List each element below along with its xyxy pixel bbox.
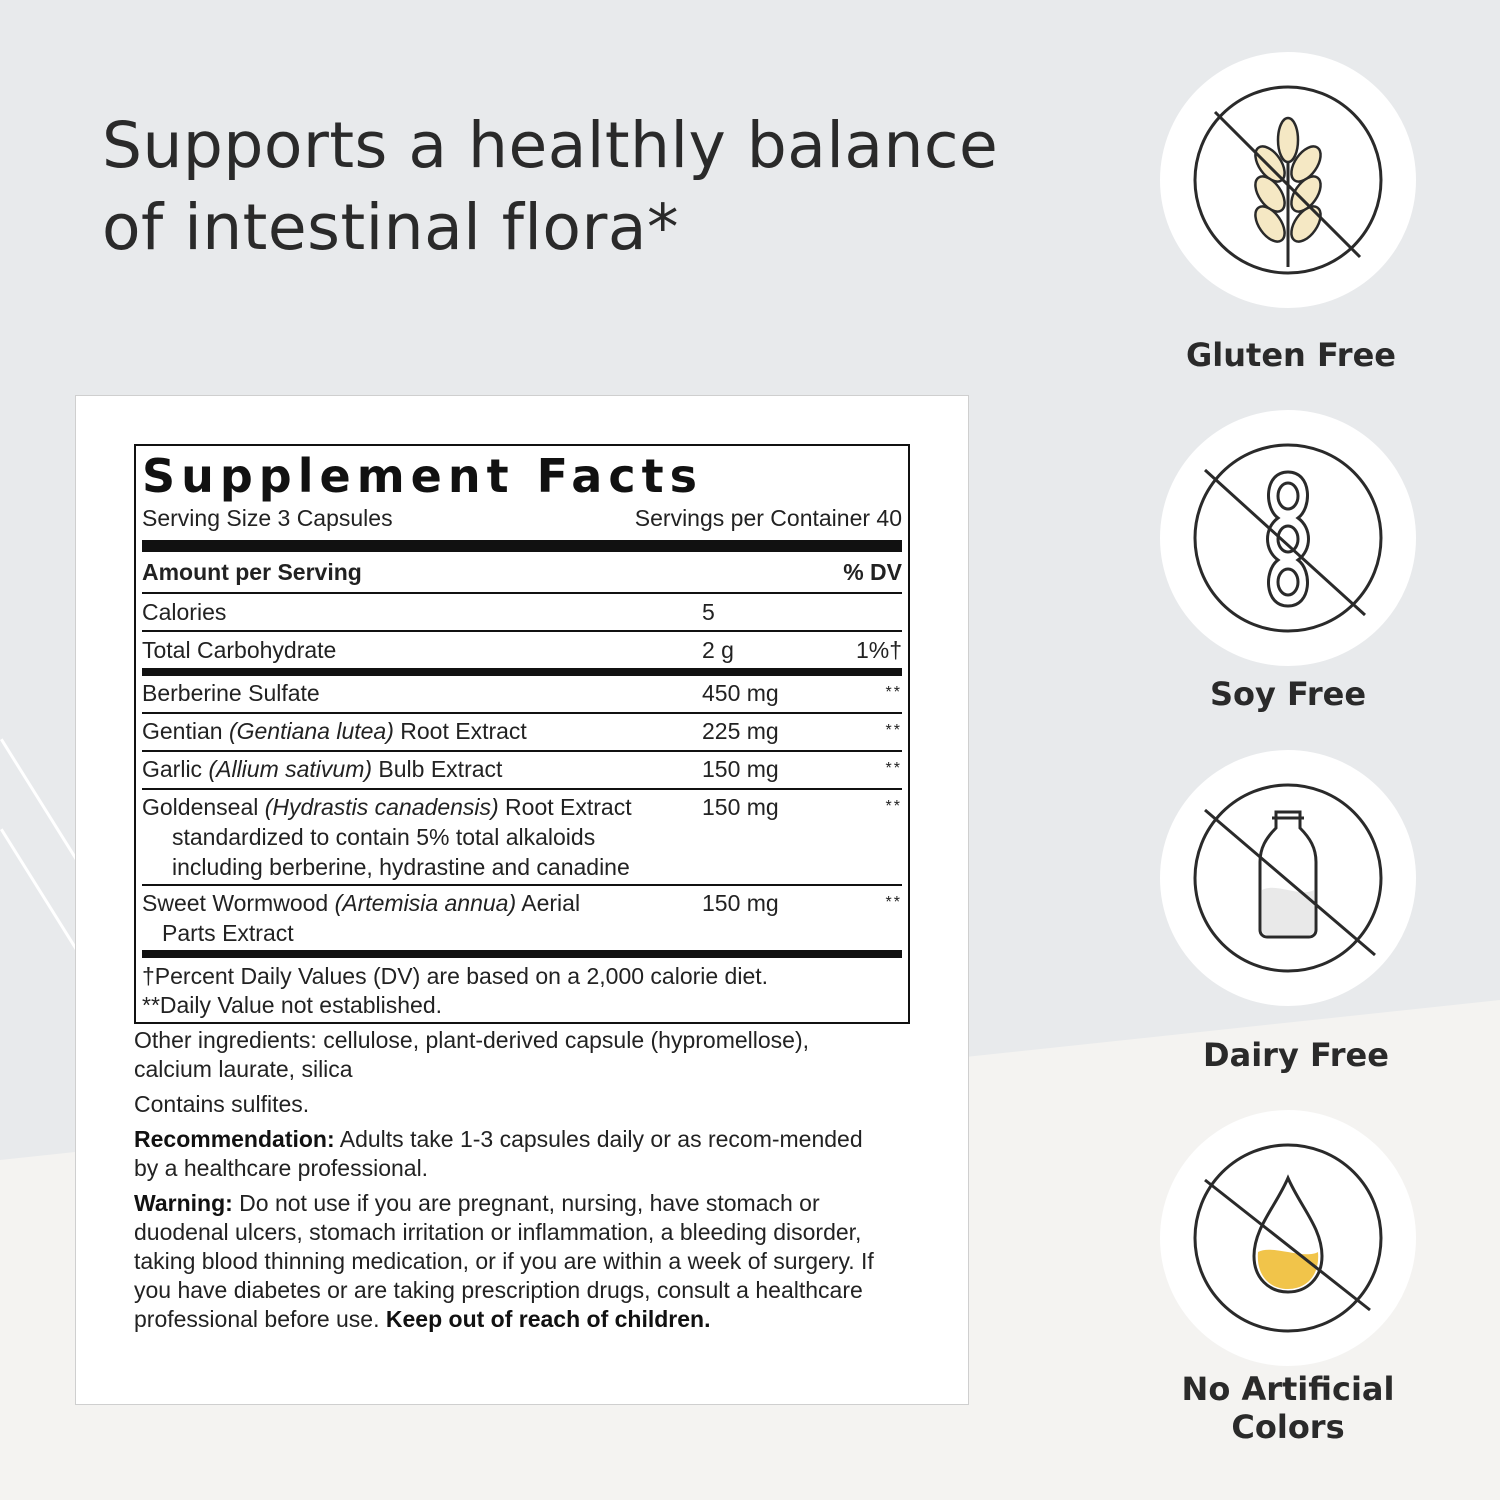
ingredient-standardization: including berberine, hydrastine and canadine	[172, 854, 630, 880]
divider-thick	[142, 950, 902, 958]
recommendation-text: Adults take 1-3 capsules daily or as recom-mended by a healthcare professional.	[134, 1126, 863, 1181]
footnote-not-established: **Daily Value not established.	[142, 992, 443, 1018]
calories-dv	[807, 594, 902, 630]
facts-title: Supplement Facts	[142, 449, 703, 503]
dairy-free-badge	[1160, 750, 1416, 1006]
headline-line-2: of intestinal flora*	[102, 191, 679, 264]
serving-size: Serving Size 3 Capsules	[142, 505, 393, 531]
ingredient-continuation: Parts Extract	[162, 920, 294, 946]
soy-free-badge	[1160, 410, 1416, 666]
gluten-free-label: Gluten Free	[1186, 336, 1396, 374]
ingredient-name: Goldenseal (Hydrastis canadensis) Root Extract standardized to contain 5% total alkaloids including berberine, hydrastine and canadine	[142, 794, 632, 880]
no-artificial-colors-text: No Artificial Colors	[1181, 1370, 1395, 1446]
dairy-free-label: Dairy Free	[1203, 1036, 1389, 1074]
ingredient-dv: **	[885, 684, 902, 701]
ingredient-dv: **	[885, 760, 902, 777]
ingredient-standardization: standardized to contain 5% total alkaloids	[172, 824, 596, 850]
supplement-facts-table	[134, 444, 910, 1024]
serving-row	[142, 504, 902, 536]
calories-label: Calories	[142, 599, 227, 625]
carbohydrate-row	[142, 632, 902, 668]
warning	[134, 1189, 909, 1334]
ingredient-row	[142, 790, 902, 886]
headline	[102, 105, 1082, 269]
soy-free-label: Soy Free	[1209, 675, 1367, 713]
ingredient-name: Garlic (Allium sativum) Bulb Extract	[142, 756, 503, 782]
drop-icon	[1160, 1110, 1416, 1366]
divider-thick	[142, 540, 902, 552]
ingredient-dv: **	[885, 722, 902, 739]
gluten-free-badge	[1160, 52, 1416, 308]
calories-row	[142, 594, 902, 632]
ingredient-amount: 225 mg	[702, 718, 779, 744]
ingredient-amount: 150 mg	[702, 890, 779, 916]
ingredient-row	[142, 752, 902, 790]
ingredient-dv: **	[885, 894, 902, 911]
headline-line-1: Supports a healthly balance	[102, 109, 999, 182]
recommendation	[134, 1125, 874, 1183]
ingredient-row	[142, 714, 902, 752]
dv-header-label: % DV	[843, 559, 902, 585]
carbohydrate-value: 2 g	[702, 637, 734, 663]
ingredient-dv: **	[885, 798, 902, 815]
amount-header-label: Amount per Serving	[142, 559, 362, 585]
label-text	[134, 1026, 924, 1340]
ingredient-name: Gentian (Gentiana lutea) Root Extract	[142, 718, 527, 744]
other-ingredients: Other ingredients: cellulose, plant-derived capsule (hypromellose), calcium laurate, silica	[134, 1027, 810, 1082]
ingredient-name: Berberine Sulfate	[142, 680, 320, 706]
milk-bottle-icon	[1160, 750, 1416, 1006]
recommendation-label: Recommendation:	[134, 1126, 335, 1152]
warning-text: Do not use if you are pregnant, nursing, have stomach or duodenal ulcers, stomach irritation or inflammation, a bleeding disorder, taking blood thinning medication, or if you are within a week of surgery. If you have diabetes or are taking prescription drugs, consult a healthcare professional before use.	[134, 1190, 874, 1332]
keep-out-of-reach: Keep out of reach of children.	[385, 1306, 711, 1332]
footnotes	[142, 958, 902, 1020]
divider-thick	[142, 668, 902, 676]
ingredient-name: Sweet Wormwood (Artemisia annua) Aerial Parts Extract	[142, 890, 581, 946]
amount-header	[142, 552, 902, 594]
wheat-icon	[1160, 52, 1416, 308]
ingredient-row	[142, 886, 902, 950]
ingredient-amount: 150 mg	[702, 794, 779, 820]
soybean-icon	[1160, 410, 1416, 666]
ingredient-amount: 150 mg	[702, 756, 779, 782]
sulfites-note: Contains sulfites.	[134, 1091, 310, 1117]
calories-value: 5	[702, 599, 715, 625]
warning-label: Warning:	[134, 1190, 233, 1216]
ingredient-amount: 450 mg	[702, 680, 779, 706]
no-artificial-colors-badge	[1160, 1110, 1416, 1366]
carbohydrate-dv: 1%†	[855, 637, 902, 663]
carbohydrate-label: Total Carbohydrate	[142, 637, 337, 663]
ingredient-row	[142, 676, 902, 714]
no-artificial-colors-label	[1128, 1370, 1448, 1446]
label-panel	[75, 395, 969, 1405]
servings-per-container: Servings per Container 40	[634, 505, 902, 531]
footnote-dv: †Percent Daily Values (DV) are based on a 2,000 calorie diet.	[142, 963, 769, 989]
